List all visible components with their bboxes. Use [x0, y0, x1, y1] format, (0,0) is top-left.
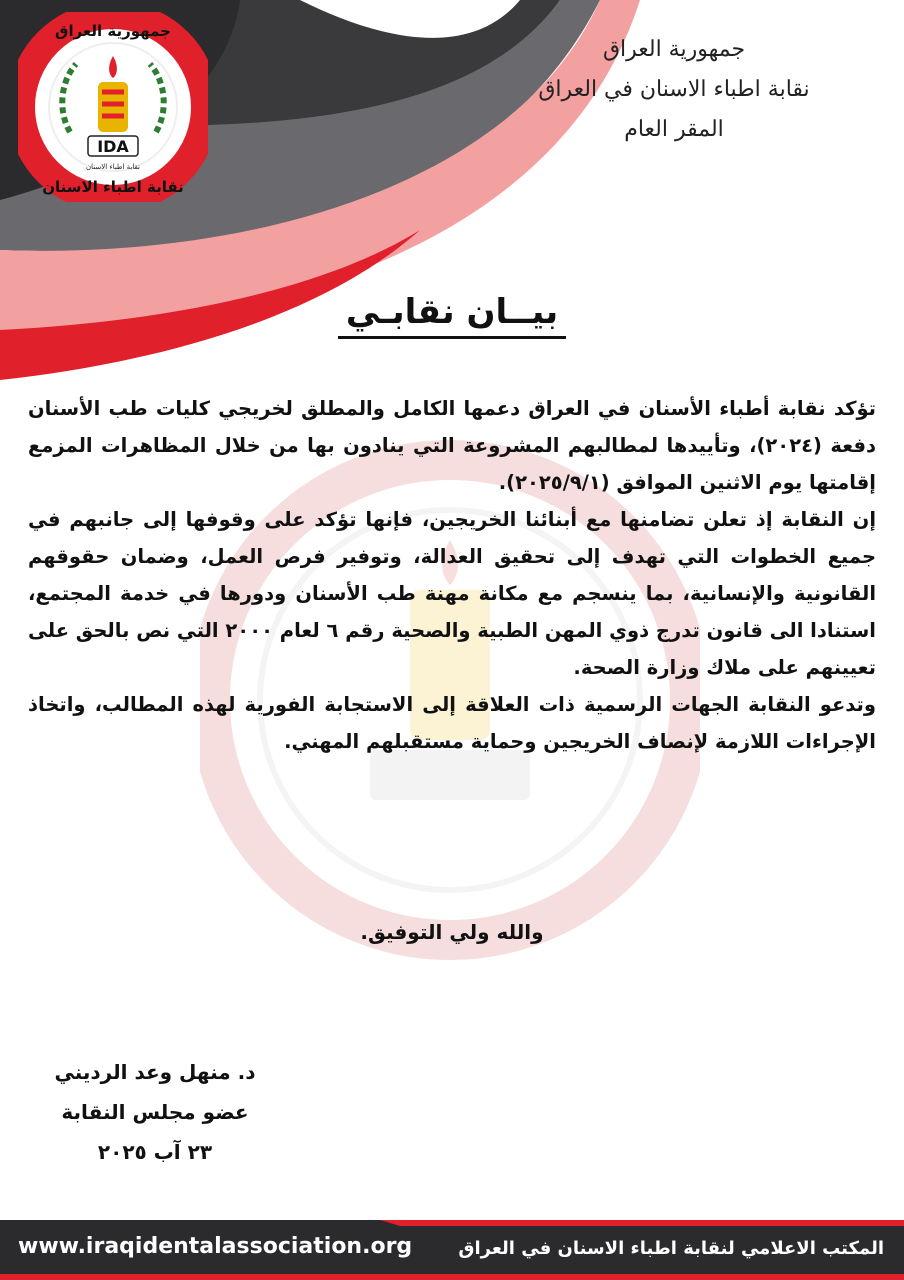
letterhead — [524, 30, 824, 150]
logo-bottom-text: نقابة اطباء الاسنان — [42, 178, 184, 196]
closing-phrase: والله ولي التوفيق. — [360, 920, 544, 944]
paragraph-1: تؤكد نقابة أطباء الأسنان في العراق دعمها الكامل والمطلق لخريجي كليات طب الأسنان دفعة (٢٠٢٤)، وتأييدها لمطالبهم المشروعة التي ينادون بها من خلال المظاهرات المزمع إقامتها يوم الاثنين الموافق (٢٠٢٥/٩/١). — [28, 397, 876, 494]
document-title — [0, 292, 904, 332]
paragraph-2: إن النقابة إذ تعلن تضامنها مع أبنائنا الخريجين، فإنها تؤكد على وقوفها إلى جانبهم في جميع الخطوات التي تهدف إلى تحقيق العدالة، وتوفير فرص العمل، وضمان حقوقهم القانونية والإنسانية، بما ينسجم مع مكانة مهنة طب الأسنان ودورها في خدمة المجتمع، استنادا الى قانون تدرج ذوي المهن الطبية والصحية رقم ٦ لعام ٢٠٠٠ التي نص بالحق على تعيينهم على ملاك وزارة الصحة. — [28, 508, 876, 679]
signature-block — [40, 1052, 270, 1172]
footer — [0, 1220, 904, 1280]
signature-date: ٢٣ آب ٢٠٢٥ — [97, 1140, 213, 1164]
statement-body — [28, 390, 876, 760]
media-office-label: المكتب الاعلامي لنقابة اطباء الاسنان في العراق — [458, 1238, 884, 1259]
signatory-name: د. منهل وعد الرديني — [54, 1060, 256, 1084]
logo-center-text: IDA — [97, 137, 129, 156]
ida-logo — [18, 12, 208, 202]
header-organization: نقابة اطباء الاسنان في العراق — [538, 77, 810, 102]
logo-top-text: جمهورية العراق — [55, 22, 171, 40]
header-office: المقر العام — [624, 117, 724, 142]
header-country: جمهورية العراق — [602, 37, 746, 62]
paragraph-3: وتدعو النقابة الجهات الرسمية ذات العلاقة إلى الاستجابة الفورية لهذه المطالب، واتخاذ الإجراءات اللازمة لإنصاف الخريجين وحماية مستقبلهم المهني. — [28, 693, 876, 753]
website-link[interactable]: www.iraqidentalassociation.org — [18, 1234, 413, 1259]
signatory-position: عضو مجلس النقابة — [61, 1100, 249, 1124]
document-title-text: بيــان نقابـي — [338, 292, 566, 339]
logo-ribbon-text: نقابة اطباء الاسنان — [85, 163, 141, 171]
